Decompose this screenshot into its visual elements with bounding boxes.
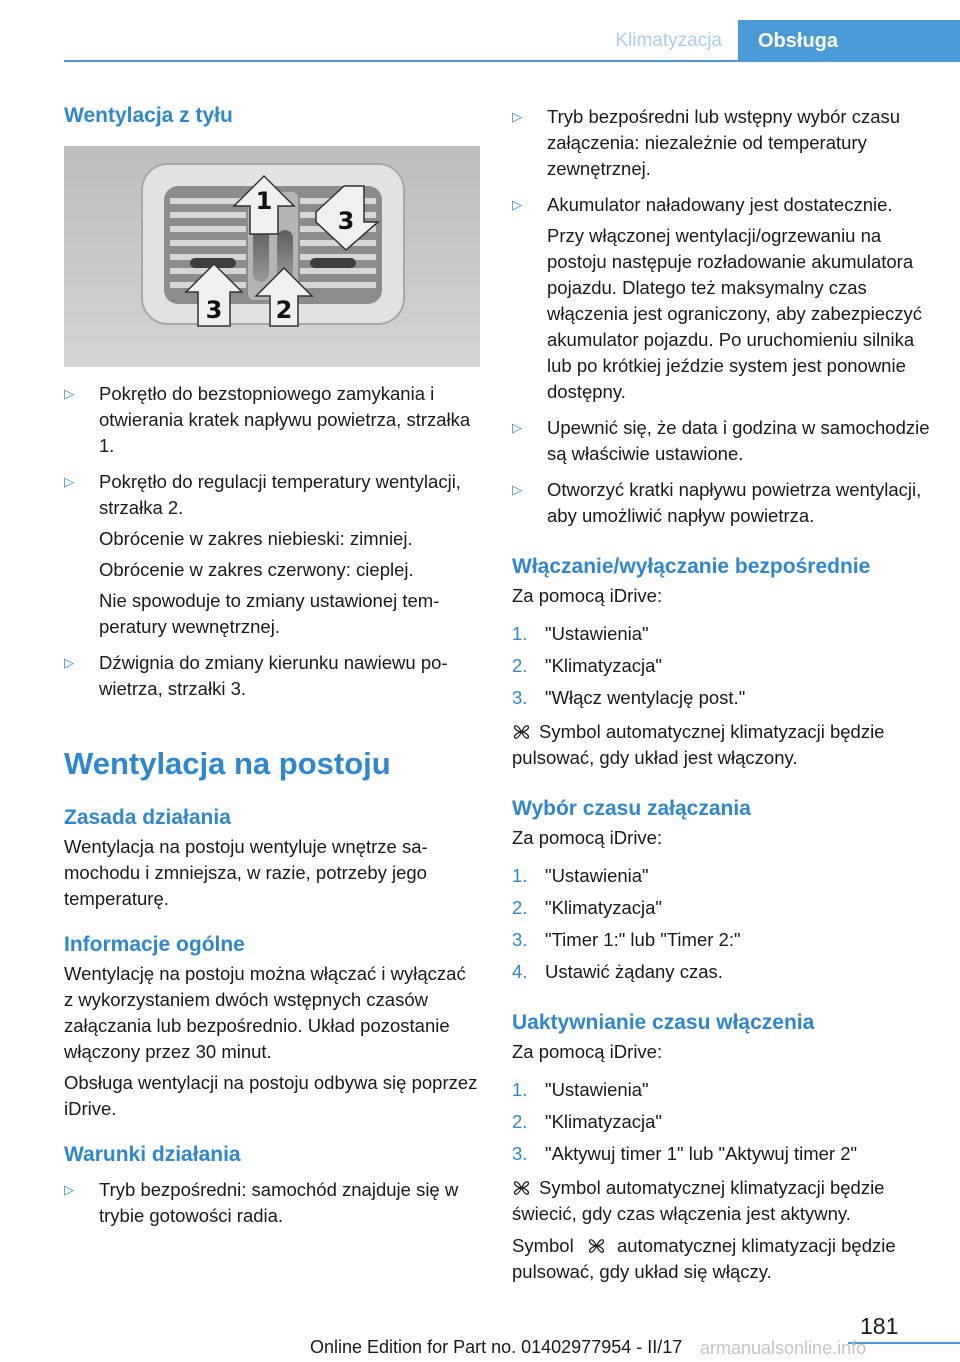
- bullet-knob-temperature: [64, 469, 480, 521]
- sub-red: [64, 557, 480, 583]
- list-number: 3.: [512, 687, 528, 708]
- fan-symbol-icon: [587, 1238, 606, 1254]
- note-text-b: automatycznej klimatyzacji będzie pulsować, gdy układ się włączy.: [512, 1235, 896, 1282]
- list-text: "Klimatyzacja": [545, 655, 662, 676]
- list-number: 2.: [512, 1111, 528, 1132]
- para-principle: Wentylacja na postoju wentyluje wnętrze samochodu i zmniejsza, w razie, potrzeby jego temperaturę.: [64, 836, 428, 909]
- bullet-triangle-icon: ▷: [64, 655, 74, 670]
- list-item: [512, 621, 932, 647]
- sub-text: Nie spowoduje to zmiany ustawionej temperatury wewnętrznej.: [99, 590, 440, 637]
- sub-blue: [64, 526, 480, 552]
- bullet-condition-direct: [64, 1177, 480, 1229]
- bullet-triangle-icon: ▷: [512, 482, 522, 497]
- list-text: Ustawić żądany czas.: [545, 961, 723, 982]
- sub-text: Przy włączonej wentylacji/ogrzewaniu na postoju następuje rozładowanie akumulatora pojazdu. Dlatego też maksymalny czas włączenia jest ograniczony, aby zabezpieczyć akumulator pojazdu. Po uruchomieniu silnika lub po krótkiej jeździe system jest ponownie dostępny.: [547, 225, 922, 402]
- left-column: [64, 100, 480, 1229]
- list-text: "Klimatyzacja": [545, 897, 662, 918]
- header-section-tab: Klimatyzacja: [615, 30, 722, 51]
- bullet-knob-open-close: [64, 381, 480, 459]
- list-item: [512, 1141, 932, 1167]
- list-text: "Timer 1:" lub "Timer 2:": [545, 929, 741, 950]
- list-text: "Aktywuj timer 1" lub "Aktywuj timer 2": [545, 1143, 858, 1164]
- sub-battery-note: [512, 223, 932, 405]
- list-item: [512, 1077, 932, 1103]
- bullet-triangle-icon: ▷: [512, 197, 522, 212]
- bullet-text: Upewnić się, że data i godzina w samochodzie są właściwie ustawione.: [547, 417, 930, 464]
- para-idrive-2: Za pomocą iDrive:: [512, 827, 663, 848]
- note-pulse-on: [512, 1233, 932, 1285]
- list-text: "Klimatyzacja": [545, 1111, 662, 1132]
- sub-text: Obrócenie w zakres czerwony: cieplej.: [99, 559, 414, 580]
- bullet-lever-direction: [64, 650, 480, 702]
- note-pulse: [512, 719, 932, 771]
- heading-conditions: Warunki działania: [64, 1143, 241, 1166]
- para-general-info-1: Wentylację na postoju można włączać i wyłączać z wykorzystaniem dwóch wstępnych czasów załączania lub bezpośrednio. Układ pozostanie włączony przez 30 minut.: [64, 963, 466, 1062]
- list-text: "Ustawienia": [545, 1079, 649, 1100]
- rear-vent-illustration: [64, 146, 480, 367]
- note-text: Symbol automatycznej klimatyzacji będzie pulsować, gdy układ jest włączony.: [512, 721, 885, 768]
- bullet-battery: [512, 192, 932, 218]
- list-item: [512, 653, 932, 679]
- bullet-text: Pokrętło do bezstopniowego zamykania i otwierania kratek napływu powietrza, strzałka 1.: [99, 383, 471, 456]
- bullet-date-time: [512, 415, 932, 467]
- rear-vent-figure: [64, 146, 480, 367]
- bullet-triangle-icon: ▷: [64, 474, 74, 489]
- callout-1: 1: [255, 187, 273, 215]
- list-number: 1.: [512, 1079, 528, 1100]
- list-text: "Ustawienia": [545, 865, 649, 886]
- heading-rear-ventilation: Wentylacja z tyłu: [64, 104, 233, 127]
- callout-3-right: 3: [337, 207, 355, 235]
- bullet-text: Akumulator naładowany jest dostatecznie.: [547, 194, 893, 215]
- sub-no-change: [64, 588, 480, 640]
- right-column: [512, 104, 932, 1285]
- callout-2: 2: [275, 296, 293, 324]
- heading-parking-ventilation: Wentylacja na postoju: [64, 746, 391, 781]
- list-item: [512, 959, 932, 985]
- list-number: 3.: [512, 929, 528, 950]
- list-number: 3.: [512, 1143, 528, 1164]
- para-general-info-2: Obsługa wentylacji na postoju odbywa się poprzez iDrive.: [64, 1072, 478, 1119]
- heading-general-info: Informacje ogólne: [64, 933, 245, 956]
- note-text-a: Symbol: [512, 1235, 574, 1256]
- list-item: [512, 685, 932, 711]
- bullet-triangle-icon: ▷: [64, 1182, 74, 1197]
- para-idrive-3: Za pomocą iDrive:: [512, 1041, 663, 1062]
- list-text: "Włącz wentylację post.": [545, 687, 746, 708]
- bullet-text: Dźwignia do zmiany kierunku nawiewu powietrza, strzałki 3.: [99, 652, 448, 699]
- heading-principle: Zasada działania: [64, 806, 231, 829]
- bullet-text: Otworzyć kratki napływu powietrza wentylacji, aby umożliwić napływ powietrza.: [547, 479, 922, 526]
- bullet-text: Tryb bezpośredni: samochód znajduje się w trybie gotowości radia.: [99, 1179, 459, 1226]
- bullet-triangle-icon: ▷: [512, 420, 522, 435]
- list-item: [512, 927, 932, 953]
- heading-activate-time: Uaktywnianie czasu włączenia: [512, 1011, 815, 1034]
- fan-symbol-icon: [512, 724, 531, 740]
- note-lit: [512, 1175, 932, 1227]
- list-item: [512, 1109, 932, 1135]
- header-chapter-tab: Obsługa: [738, 20, 960, 62]
- edition-note: Online Edition for Part no. 01402977954 - II/17: [310, 1337, 683, 1357]
- list-number: 1.: [512, 623, 528, 644]
- sub-text: Obrócenie w zakres niebieski: zimniej.: [99, 528, 413, 549]
- bullet-triangle-icon: ▷: [64, 386, 74, 401]
- page-header: [64, 20, 960, 62]
- list-item: [512, 863, 932, 889]
- bullet-open-vents: [512, 477, 932, 529]
- bullet-text: Pokrętło do regulacji temperatury wentylacji, strzałka 2.: [99, 471, 461, 518]
- page-number: 181: [860, 1313, 899, 1339]
- heading-direct-on-off: Włączanie/wyłączanie bezpośrednie: [512, 555, 871, 578]
- para-idrive-1: Za pomocą iDrive:: [512, 585, 663, 606]
- list-number: 2.: [512, 655, 528, 676]
- callout-3-left: 3: [205, 296, 223, 324]
- list-item: [512, 895, 932, 921]
- list-text: "Ustawienia": [545, 623, 649, 644]
- list-number: 1.: [512, 865, 528, 886]
- list-number: 4.: [512, 961, 528, 982]
- fan-symbol-icon: [512, 1180, 531, 1196]
- list-number: 2.: [512, 897, 528, 918]
- watermark: armanualsonline.info: [700, 1338, 867, 1358]
- bullet-mode-independent: [512, 104, 932, 182]
- bullet-text: Tryb bezpośredni lub wstępny wybór czasu załączenia: niezależnie od temperatury zewnętrznej.: [547, 106, 901, 179]
- note-text: Symbol automatycznej klimatyzacji będzie świecić, gdy czas włączenia jest aktywny.: [512, 1177, 885, 1224]
- bullet-triangle-icon: ▷: [512, 109, 522, 124]
- heading-select-time: Wybór czasu załączania: [512, 797, 751, 820]
